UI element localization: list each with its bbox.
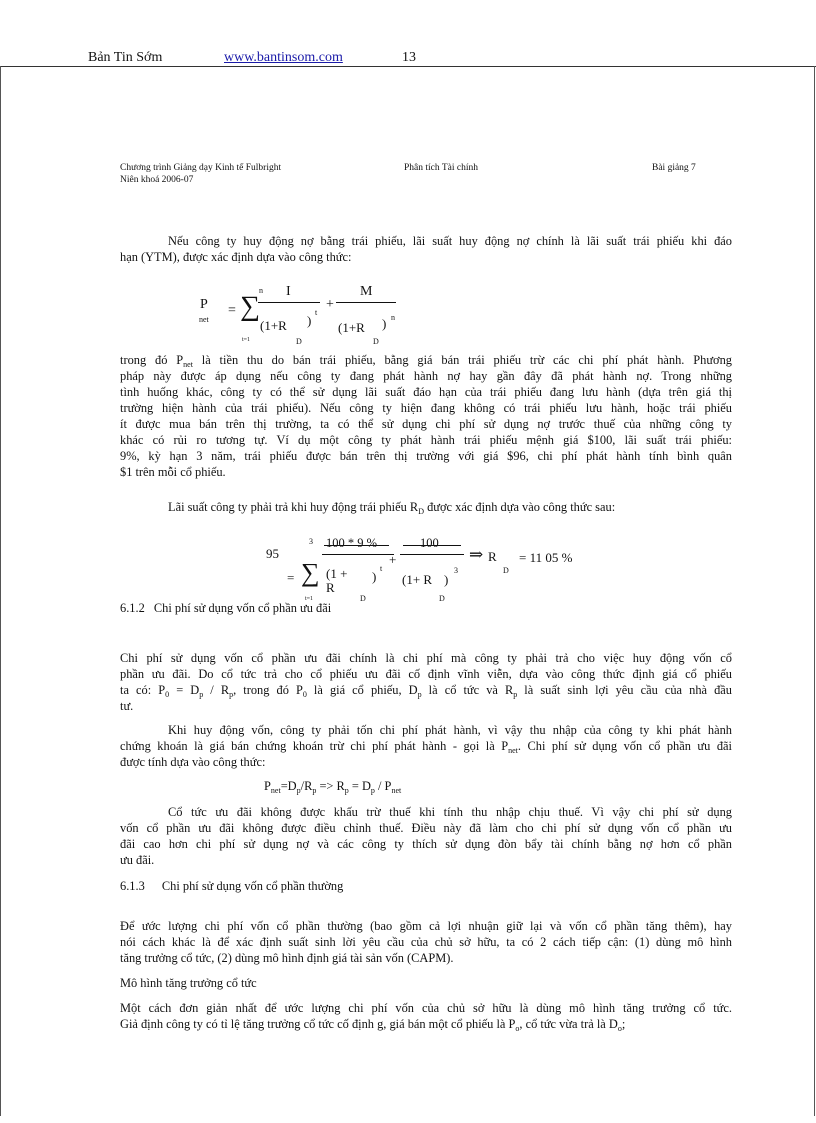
- denominator-2: (1+R: [338, 320, 365, 335]
- denominator-1-sub: D: [296, 337, 302, 346]
- sum-lower: t=1: [242, 337, 251, 343]
- sum-upper: n: [259, 286, 263, 295]
- formula2-r: R: [488, 549, 497, 564]
- page-frame-right: [814, 66, 815, 1116]
- fraction-bar: [322, 554, 394, 555]
- paragraph-rd-intro: [168, 500, 615, 515]
- text-line: Cổ tức ưu đãi không được khấu trừ thuế khi tính thu nhập chịu thuế. Vì vậy chi phí sử dụng: [168, 805, 732, 819]
- text-line: tăng trưởng cổ tức, (2) dùng mô hình định giá tài sản vốn (CAPM).: [120, 951, 454, 965]
- subscript: 0: [165, 690, 170, 699]
- text-line: Nếu công ty huy động nợ bằng trái phiếu, lãi suất huy động nợ chính là lãi suất trái phiếu khi đáo: [168, 234, 732, 248]
- plus-sign: +: [326, 297, 334, 312]
- formula2-sum-top: 3: [309, 537, 313, 546]
- sigma-symbol: ∑: [240, 291, 260, 322]
- formula2-close1: ): [372, 569, 377, 584]
- text-line: ưu đãi.: [120, 853, 155, 867]
- formula2-den1-sub: D: [360, 594, 366, 603]
- subscript: p: [312, 786, 317, 795]
- formula-p: P: [200, 297, 208, 312]
- text-fragment: , cổ tức vừa trả là D: [519, 1017, 618, 1031]
- header-program: Chương trình Giảng dạy Kinh tế Fulbright: [120, 163, 282, 173]
- formula2-plus: +: [389, 552, 397, 567]
- top-rule: [0, 66, 816, 67]
- text-line: nói cách khác là để xác định suất sinh lời yêu cầu của chủ sở hữu, ta có 2 cách tiếp cận: (1) dùng mô hình: [120, 935, 732, 949]
- section-title: Chi phí sử dụng vốn cổ phần thường: [161, 879, 344, 893]
- paragraph-bond-intro: [120, 233, 732, 265]
- text-line: vốn cổ phần ưu đãi không được điều chỉnh thuế. Điều này đã làm cho chi phí sử dụng vốn cổ phần ưu: [120, 821, 732, 835]
- text-fragment: . Chi phí sử dụng vốn cổ phần ưu đãi: [517, 739, 732, 753]
- header-lecture: Bài giảng 7: [652, 163, 696, 173]
- formula2-close2: ): [444, 572, 449, 587]
- text-line: [120, 682, 732, 698]
- subscript: 0: [302, 690, 307, 699]
- text-fragment: là suất sinh lợi yêu cầu của nhà đầu: [517, 683, 732, 697]
- subscript: net: [270, 786, 281, 795]
- f3-c: = D: [348, 779, 371, 793]
- paragraph-bond-detail: [120, 352, 732, 480]
- subscript: p: [513, 690, 518, 699]
- text-line: phần ưu đãi. Do cổ tức trả cho cổ phiếu ưu đãi cố định vĩnh viễn, dựa vào công thức định giá cổ phiếu: [120, 667, 732, 681]
- denominator-1: (1+R: [260, 318, 287, 333]
- publisher-name: Bản Tin Sớm: [88, 50, 163, 65]
- paragraph-common-equity: [120, 918, 732, 966]
- subscript: o: [617, 1024, 622, 1033]
- strike-through: [403, 545, 461, 546]
- text-line: [120, 1016, 732, 1032]
- formula2-lhs: 95: [266, 546, 279, 561]
- fraction-bar: [336, 302, 396, 303]
- formula-preferred: [264, 779, 401, 794]
- formula2-r-sub: D: [503, 566, 509, 575]
- fraction-bar: [400, 554, 464, 555]
- subheading-dividend-growth: Mô hình tăng trưởng cổ tức: [120, 976, 257, 990]
- formula2-eq: =: [287, 570, 295, 585]
- text-line: $1 trên mỗi cổ phiếu.: [120, 465, 226, 479]
- text-fragment: = D: [169, 683, 200, 697]
- section-title: Chi phí sử dụng vốn cổ phần ưu đãi: [153, 601, 332, 615]
- f3-b: /R: [300, 779, 313, 793]
- page-number: 13: [402, 50, 416, 65]
- text-fragment: chứng khoán là giá bán chứng khoán trừ chi phí phát hành - gọi là P: [120, 739, 509, 753]
- text-line: ít được mua bán trên thị trường, ta có thể sử dụng chi phí sử dụng nợ trước thuế của những công ty: [120, 417, 732, 431]
- formula2-den2: (1+ R: [402, 572, 433, 587]
- sigma-symbol: ∑: [301, 558, 320, 587]
- page-frame-left: [0, 66, 1, 1116]
- section-heading-612: [120, 601, 331, 616]
- text-line: tư.: [120, 699, 134, 713]
- text-line: đãi cao hơn chi phí sử dụng nợ và các công ty thích sử dụng đòn bẩy tài chính bằng nợ hơn cổ phần: [120, 837, 732, 851]
- subscript: net: [508, 746, 518, 755]
- numerator-m: M: [360, 284, 373, 299]
- formula2-result: = 11 05 %: [519, 550, 573, 565]
- paragraph-preferred-cost: [120, 650, 732, 714]
- numerator-i: I: [286, 284, 291, 299]
- f3-d: / P: [374, 779, 392, 793]
- text-line: Một cách đơn giản nhất để ước lượng chi phí vốn của chủ sở hữu là dùng mô hình tăng trưởng cổ tức.: [120, 1001, 732, 1015]
- text-line: Để ước lượng chi phí vốn cổ phần thường (bao gồm cả lợi nhuận giữ lại và vốn cổ phần tăng thêm), hay: [120, 919, 732, 933]
- subscript: p: [344, 786, 349, 795]
- text-fragment: là giá cổ phiếu, D: [306, 683, 418, 697]
- subscript: p: [296, 786, 301, 795]
- paragraph-preferred-tax: [120, 804, 732, 868]
- section-number: 6.1.3: [120, 879, 145, 893]
- formula2-num2: 100: [420, 536, 439, 550]
- f3-p: P: [264, 779, 271, 793]
- subscript: p: [229, 690, 234, 699]
- denominator-1-close: ): [307, 313, 312, 328]
- formula2-den2-sub: D: [439, 594, 445, 603]
- subscript: net: [391, 786, 402, 795]
- text-line: Khi huy động vốn, công ty phải tốn chi phí phát hành, vì vậy thu nhập của công ty khi phát hành: [168, 723, 732, 737]
- subscript: p: [199, 690, 204, 699]
- subscript: p: [370, 786, 375, 795]
- text-line: pháp này được áp dụng nếu công ty đang phát hành nợ hay gần đây đã phát hành nợ. Trong những: [120, 369, 732, 383]
- text-line: trường hiện hành của trái phiếu). Nếu công ty hiện đang không có trái phiếu lưu hành, hoặc trái phiếu: [120, 401, 732, 415]
- fraction-bar: [258, 302, 320, 303]
- header-year: Niên khoá 2006-07: [120, 175, 194, 185]
- text-fragment: Giả định công ty có tỉ lệ tăng trưởng cổ tức cố định g, giá bán một cổ phiếu là P: [120, 1017, 516, 1031]
- subscript: D: [418, 507, 424, 516]
- f3-arrow: => R: [316, 779, 345, 793]
- text-line: Chi phí sử dụng vốn cổ phần ưu đãi chính là chi phí mà công ty phải trả cho việc huy động vốn cổ: [120, 651, 732, 665]
- paragraph-dividend-growth: [120, 1000, 732, 1032]
- text-line: hạn (YTM), được xác định dựa vào công thức:: [120, 250, 352, 264]
- section-heading-613: [120, 879, 343, 894]
- text-line: [120, 738, 732, 754]
- header-subject: Phân tích Tài chính: [404, 163, 478, 173]
- text-line: được tính dựa vào công thức:: [120, 755, 266, 769]
- formula2-exp-3: 3: [454, 566, 458, 575]
- text-line: 9%, kỳ hạn 3 năm, trái phiếu được bán trên thị trường với giá $96, chi phí phát hành tính bình quân: [120, 449, 732, 463]
- formula2-sum-bottom: t=1: [305, 596, 314, 602]
- text-line: [120, 352, 732, 368]
- text-line: khác có rủi ro tương tự. Ví dụ một công ty phát hành trái phiếu mệnh giá $100, lãi suất trái phiếu:: [120, 433, 732, 447]
- subscript: o: [515, 1024, 520, 1033]
- text-fragment: ;: [621, 1017, 626, 1031]
- f3-a: =D: [280, 779, 297, 793]
- text-fragment: , trong đó P: [233, 683, 303, 697]
- formula-eq: =: [228, 303, 236, 318]
- paragraph-issuance-cost: [120, 722, 732, 770]
- section-number: 6.1.2: [120, 601, 145, 615]
- formula2-den1b: R: [326, 580, 335, 595]
- denominator-2-close: ): [382, 316, 387, 331]
- text-fragment: / R: [203, 683, 230, 697]
- text-fragment: Lãi suất công ty phải trả khi huy động trái phiếu R: [168, 500, 419, 514]
- exponent-t: t: [315, 308, 318, 317]
- implies-arrow: ⇒: [469, 545, 484, 564]
- text-fragment: là cổ tức và R: [421, 683, 514, 697]
- formula2-den1a: (1 +: [326, 566, 348, 581]
- exponent-n: n: [391, 313, 395, 322]
- strike-through: [324, 545, 389, 546]
- denominator-2-sub: D: [373, 337, 379, 346]
- formula-net: net: [199, 315, 209, 324]
- subscript: net: [183, 360, 193, 369]
- formula2-exp-t: t: [380, 564, 383, 573]
- text-fragment: được xác định dựa vào công thức sau:: [423, 500, 616, 514]
- text-fragment: trong đó P: [120, 353, 184, 367]
- text-fragment: ta có: P: [120, 683, 166, 697]
- subscript: p: [417, 690, 422, 699]
- website-link[interactable]: www.bantinsom.com: [224, 50, 343, 65]
- text-fragment: là tiền thu do bán trái phiếu, bằng giá bán trái phiếu trừ các chi phí phát hành. Phương: [192, 353, 732, 367]
- text-line: tình huống khác, công ty có thể sử dụng lãi suất đáo hạn của trái phiếu đang lưu hành (dựa trên giá thị: [120, 385, 732, 399]
- formula2-num1: 100 * 9 %: [326, 536, 378, 550]
